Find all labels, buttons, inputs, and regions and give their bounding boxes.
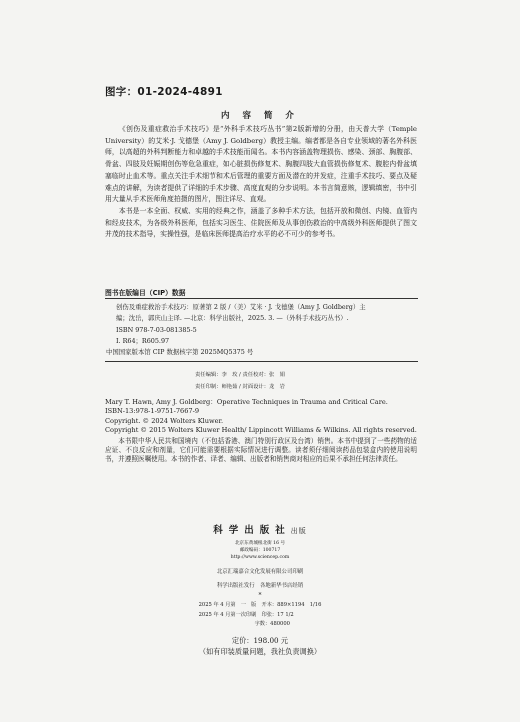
original-isbn-line: ISBN-13:978-1-9751-7667-9 [105,407,200,416]
quality-note: （如有印装质量问题，我社负责调换） [198,646,322,656]
distributor-line: 科学出版社发行 各地新华书店经销 [216,583,304,589]
cip-line: ISBN 978-7-03-081385-5 [116,325,197,334]
publisher-address: 北京东黄城根北街 16 号 [234,541,286,546]
summary-paragraph: 《创伤及重症救治手术技巧》是“外科手术技巧丛书”第2版新增的分册，由天普大学（Temple University）的艾米·J. 戈德堡（Amy J. Goldberg）教授主编。编者都是各自专业领域的著名外科医师，以高超的外科判断能力和卓越的手术技能而闻名。本书内容涵盖物理损伤、感染、颈部、胸腹部、骨盆、四肢及妊娠期创伤等危急重症，如心脏损伤修复术、胸腹四肢大血管损伤修复术、腹腔内骨盆填塞临时止血术等。重点关注手术细节和术后管理的重要方面及潜在的并发症，注重手术技巧、要点及疑难点的讲解，为读者提供了详细的手术步骤、高度直观的分步说明。本书言简意赅，逻辑缜密，书中引用大量从手术医师角度拍摄的图片，图注详尽、直观。 [105,125,417,204]
publisher-url: http://www.sciencep.com [230,555,290,560]
cip-heading: 图书在版编目（CIP）数据 [105,289,186,297]
summary-body [105,124,417,241]
cip-line: 编；沈岳，郭庆山主译. —北京：科学出版社，2025. 3. —（外科手术技巧丛书）. [116,314,349,323]
copyright-registration-number: 图字：01-2024-4891 [105,86,223,98]
publisher-logo-suffix: 出版 [290,527,307,535]
printer-line: 北京汇瑞嘉合文化发展有限公司印刷 [216,569,304,575]
edition-line: 2025 年 4 月第 一 版 开本：889×1194 1/16 [198,602,322,608]
copyright-line: Copyright © 2015 Wolters Kluwer Health/ Lippincott Williams & Wilkins. All rights reserved. [105,426,417,435]
editor-line: 责任编辑：李 玫 / 责任校对：张 娟 [195,372,285,378]
cip-line: 创伤及重症救治手术技巧：原著第 2 版 /（美）艾米 · J. 戈德堡（Amy J. Goldberg）主 [116,303,366,311]
cip-top-rule [105,298,418,299]
editor-credits [195,369,405,393]
editor-line: 责任印制：师艳茹 / 封面设计：龙 岩 [195,384,285,390]
cip-block [106,302,416,358]
summary-paragraph: 本书是一本全面、权威、实用的经典之作，涵盖了多种手术方法，包括开放和微创、内镜、血管内和经皮技术，为各级外科医师，包括实习医生、住院医师及从事创伤救治的中高级外科医师提供了图文并茂的技术指导，实操性强，是临床医师提高治疗水平的必不可少的参考书。 [105,206,417,239]
publisher-postcode: 邮政编码：100717 [239,548,281,553]
cip-line: Ⅰ. R64；R605.97 [116,336,170,345]
sales-notice: 本书限中华人民共和国境内（不包括香港、澳门特别行政区及台湾）销售。本书中提到了一些药物的适应证、不良反应和剂量，它们可能需要根据实际情况进行调整。读者须仔细阅读药品包装盒内的使用说明书，并遵照医嘱使用。本书的作者、译者、编辑、出版者和销售商对相应的后果不承担任何法律责任。 [105,436,417,464]
cip-bottom-rule [105,361,418,362]
printing-line: 2025 年 4 月第一次印刷 印张：17 1/2 [198,611,294,618]
edition-info [199,601,322,630]
cip-line: 中国国家版本馆 CIP 数据核字第 2025MQ5375 号 [106,348,254,357]
word-count-line: 字数：480000 [254,621,290,627]
price-line: 定价：198.00 元 [231,635,289,645]
summary-title: 内 容 简 介 [221,111,299,121]
separator-dot: * [258,592,262,599]
publisher-block [0,518,520,657]
publisher-logo: 科学出版社 [213,525,291,536]
original-title-line: Mary T. Hawn, Amy J. Goldberg：Operative Techniques in Trauma and Critical Care. [105,398,388,406]
copyright-line: Copyright. © 2024 Wolters Kluwer. [105,416,224,425]
copyright-block [105,398,417,465]
